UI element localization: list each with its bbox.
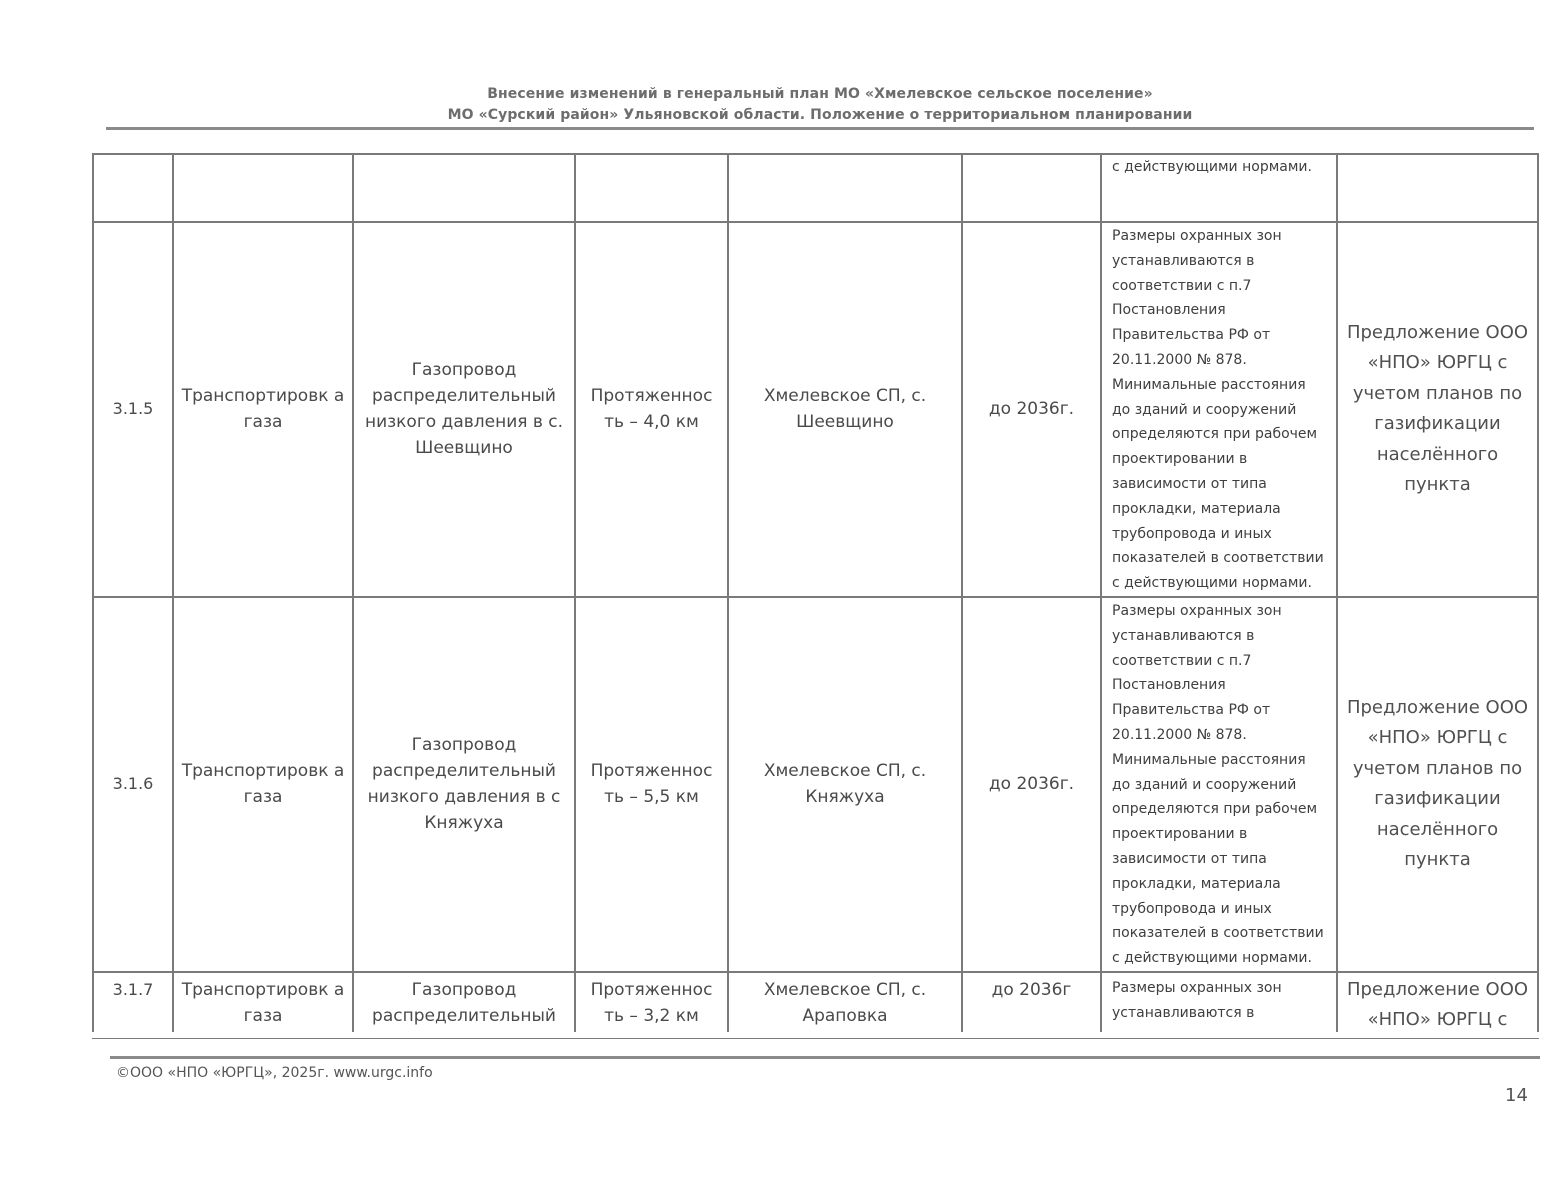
header-divider: [106, 127, 1534, 130]
cell-purpose: Транспортировк а газа: [173, 222, 353, 597]
cell-num: [93, 154, 173, 222]
cell-characteristic: [575, 154, 728, 222]
cell-name: Газопровод распределительный низкого давления в с Княжуха: [353, 597, 575, 972]
cell-note: Размеры охранных зон устанавливаются в соответствии с п.7 Постановления Правительства РФ от 20.11.2000 № 878. Минимальные расстояния до зданий и сооружений определяются при рабочем проектировании в зависимости от типа прокладки, материала трубопровода и иных показателей в соответствии с действующими нормами.: [1101, 597, 1337, 972]
cell-term: до 2036г.: [962, 597, 1101, 972]
cell-num: 3.1.5: [93, 222, 173, 597]
cell-name: [353, 154, 575, 222]
table-row: [93, 597, 1538, 972]
cell-characteristic: Протяженнос ть – 5,5 км: [575, 597, 728, 972]
cell-source: Предложение ООО «НПО» ЮРГЦ с учетом планов по газификации населённого пункта: [1337, 222, 1538, 597]
cell-characteristic: Протяженнос ть – 4,0 км: [575, 222, 728, 597]
cell-num: 3.1.7: [93, 972, 173, 1038]
cell-name: Газопровод распределительный: [353, 972, 575, 1038]
cell-note: Размеры охранных зон устанавливаются в: [1101, 972, 1337, 1038]
cell-term: до 2036г.: [962, 222, 1101, 597]
document-header: [106, 84, 1534, 126]
cell-location: Хмелевское СП, с. Шеевщино: [728, 222, 962, 597]
cell-term: до 2036г: [962, 972, 1101, 1038]
header-line-2: МО «Сурский район» Ульяновской области. Положение о территориальном планировании: [447, 107, 1193, 123]
footer-copyright: ©ООО «НПО «ЮРГЦ», 2025г. www.urgc.info: [116, 1065, 433, 1081]
cell-location: Хмелевское СП, с. Араповка: [728, 972, 962, 1038]
cell-note: с действующими нормами.: [1101, 154, 1337, 222]
cell-num: 3.1.6: [93, 597, 173, 972]
footer-divider: [110, 1056, 1540, 1059]
planning-objects-table: [92, 153, 1539, 1039]
cell-location: [728, 154, 962, 222]
cell-term: [962, 154, 1101, 222]
cell-source: Предложение ООО «НПО» ЮРГЦ с: [1337, 972, 1538, 1038]
page-number: 14: [1505, 1085, 1528, 1106]
cell-purpose: Транспортировк а газа: [173, 972, 353, 1038]
table-row-continued: [93, 154, 1538, 222]
cell-source: [1337, 154, 1538, 222]
cell-purpose: [173, 154, 353, 222]
cell-source: Предложение ООО «НПО» ЮРГЦ с учетом планов по газификации населённого пункта: [1337, 597, 1538, 972]
table-row-cut: [93, 972, 1538, 1038]
table-row: [93, 222, 1538, 597]
cell-location: Хмелевское СП, с. Княжуха: [728, 597, 962, 972]
cell-characteristic: Протяженнос ть – 3,2 км: [575, 972, 728, 1038]
cell-purpose: Транспортировк а газа: [173, 597, 353, 972]
header-line-1: Внесение изменений в генеральный план МО «Хмелевское сельское поселение»: [487, 86, 1153, 102]
cell-name: Газопровод распределительный низкого давления в с. Шеевщино: [353, 222, 575, 597]
cell-note: Размеры охранных зон устанавливаются в соответствии с п.7 Постановления Правительства РФ от 20.11.2000 № 878. Минимальные расстояния до зданий и сооружений определяются при рабочем проектировании в зависимости от типа прокладки, материала трубопровода и иных показателей в соответствии с действующими нормами.: [1101, 222, 1337, 597]
table-page-cut: [92, 1032, 1542, 1038]
